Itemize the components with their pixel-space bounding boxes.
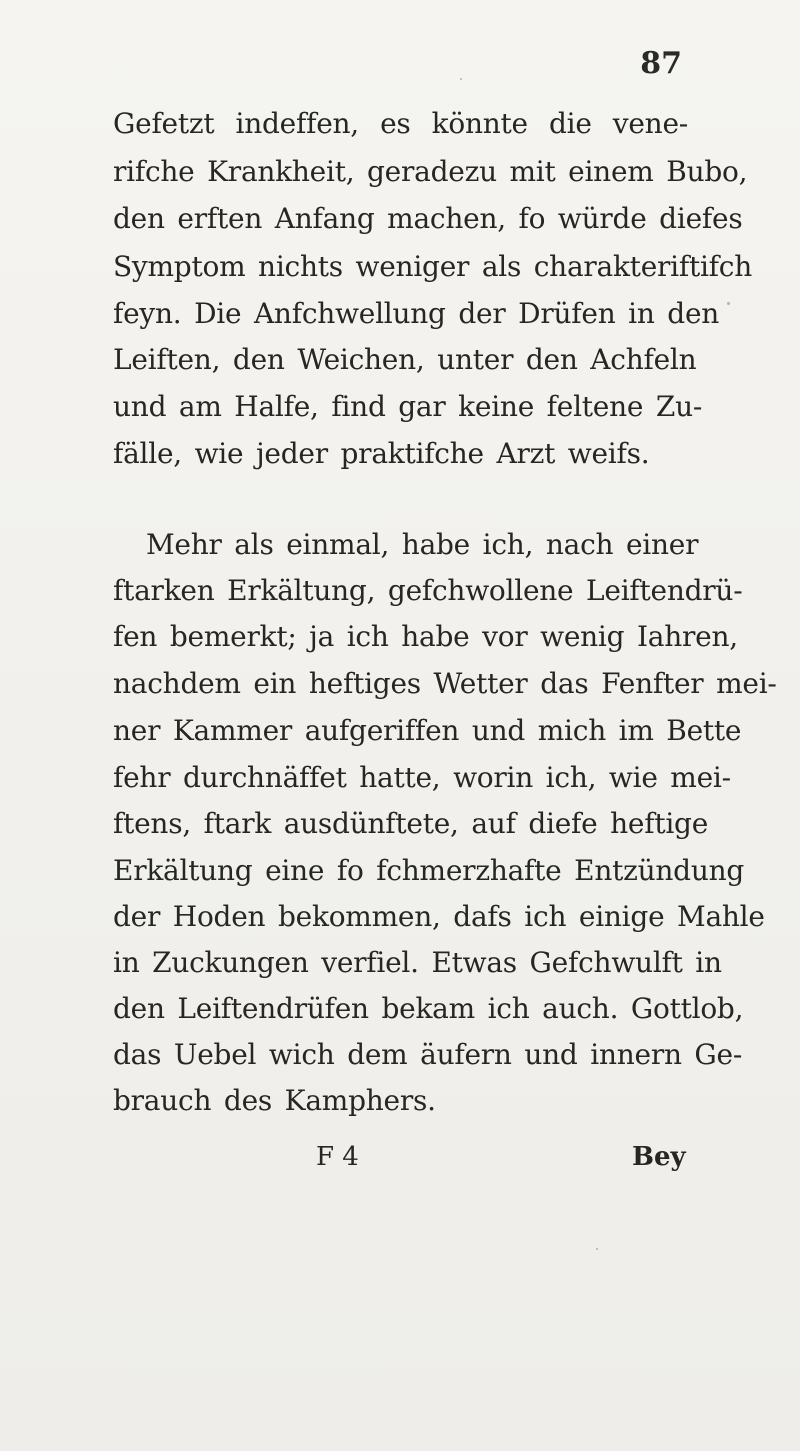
paragraph-2-line-1: Mehr als einmal, habe ich, nach einer xyxy=(146,528,699,561)
paragraph-2-line-2: ftarken Erkältung, gefchwollene Leiftendrü- xyxy=(113,574,743,607)
paragraph-1-line-7: und am Halfe, find gar keine feltene Zu- xyxy=(113,390,703,423)
paragraph-2-line-13: brauch des Kamphers. xyxy=(113,1084,436,1117)
paragraph-2-line-10: in Zuckungen verfiel. Etwas Gefchwulft in xyxy=(113,946,722,979)
paragraph-2-line-6: fehr durchnäffet hatte, worin ich, wie mei- xyxy=(113,761,731,794)
paper-speck xyxy=(596,1248,598,1250)
paragraph-2-line-12: das Uebel wich dem äufern und innern Ge- xyxy=(113,1038,743,1071)
paragraph-1-line-6: Leiften, den Weichen, unter den Achfeln xyxy=(113,343,697,376)
paragraph-2-line-5: ner Kammer aufgeriffen und mich im Bette xyxy=(113,714,742,747)
paragraph-1-line-1: Gefetzt indeffen, es könnte die vene- xyxy=(113,107,688,140)
catchword: Bey xyxy=(632,1142,686,1172)
paragraph-2-line-4: nachdem ein heftiges Wetter das Fenfter mei- xyxy=(113,667,777,700)
paragraph-1-line-3: den erften Anfang machen, fo würde diefes xyxy=(113,202,743,235)
paper-speck xyxy=(460,78,462,80)
paragraph-1-line-2: rifche Krankheit, geradezu mit einem Bubo, xyxy=(113,155,748,188)
signature-mark: F 4 xyxy=(316,1142,359,1172)
paragraph-2-line-7: ftens, ftark ausdünftete, auf diefe heftige xyxy=(113,807,709,840)
paragraph-1-line-8: fälle, wie jeder praktifche Arzt weifs. xyxy=(113,437,650,470)
paragraph-2-line-11: den Leiftendrüfen bekam ich auch. Gottlob, xyxy=(113,992,744,1025)
paragraph-1-line-5: feyn. Die Anfchwellung der Drüfen in den xyxy=(113,297,720,330)
page-number: 87 xyxy=(640,46,682,81)
paragraph-2-line-3: fen bemerkt; ja ich habe vor wenig Iahren, xyxy=(113,620,738,653)
paragraph-1-line-4: Symptom nichts weniger als charakteriftifch xyxy=(113,250,752,283)
paper-speck xyxy=(727,302,730,305)
paragraph-2-line-9: der Hoden bekommen, dafs ich einige Mahle xyxy=(113,900,765,933)
paragraph-2-line-8: Erkältung eine fo fchmerzhafte Entzündung xyxy=(113,854,745,887)
